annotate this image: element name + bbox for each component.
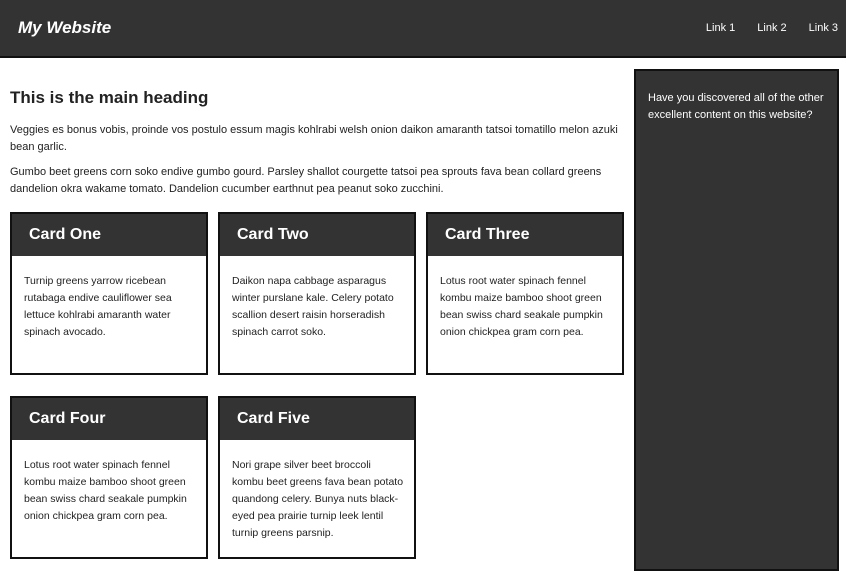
card-body: Nori grape silver beet broccoli kombu beet greens fava bean potato quandong celery. Bunya nuts black-eyed pea prairie turnip leek lentil turnip greens parsnip.	[232, 459, 404, 539]
site-header	[0, 0, 846, 58]
card-title: Card One	[12, 214, 206, 256]
card-body: Lotus root water spinach fennel kombu maize bamboo shoot green bean swiss chard seakale pumpkin onion chickpea gram corn pea.	[440, 275, 603, 338]
main-content	[10, 70, 626, 539]
intro-paragraph-2: Gumbo beet greens corn soko endive gumbo gourd. Parsley shallot courgette tatsoi pea sprouts fava bean collard greens dandelion okra wakame tomato. Dandelion cucumber earthnut pea peanut soko zucchini.	[10, 166, 602, 195]
card	[218, 396, 416, 559]
card	[10, 396, 208, 559]
intro-paragraph-1: Veggies es bonus vobis, proinde vos postulo essum magis kohlrabi welsh onion daikon amaranth tatsoi tomatillo melon azuki bean garlic.	[10, 124, 618, 153]
main-nav	[684, 22, 838, 34]
card-title: Card Two	[220, 214, 414, 256]
site-logo[interactable]: My Website	[18, 18, 112, 37]
card-title: Card Four	[12, 398, 206, 440]
card	[218, 212, 416, 375]
card-body: Lotus root water spinach fennel kombu maize bamboo shoot green bean swiss chard seakale pumpkin onion chickpea gram corn pea.	[24, 459, 187, 522]
nav-link-2[interactable]: Link 2	[757, 22, 787, 34]
sidebar-text: Have you discovered all of the other excellent content on this website?	[648, 92, 824, 121]
card	[426, 212, 624, 375]
card	[10, 212, 208, 375]
card-body: Daikon napa cabbage asparagus winter purslane kale. Celery potato scallion desert raisin horseradish spinach carrot soko.	[232, 275, 394, 338]
card-title: Card Three	[428, 214, 622, 256]
card-body: Turnip greens yarrow ricebean rutabaga endive cauliflower sea lettuce kohlrabi amaranth water spinach avocado.	[24, 275, 172, 338]
main-heading: This is the main heading	[10, 88, 209, 107]
nav-link-3[interactable]: Link 3	[808, 22, 838, 34]
nav-link-1[interactable]: Link 1	[705, 22, 736, 34]
card-title: Card Five	[220, 398, 414, 440]
sidebar	[634, 69, 839, 571]
